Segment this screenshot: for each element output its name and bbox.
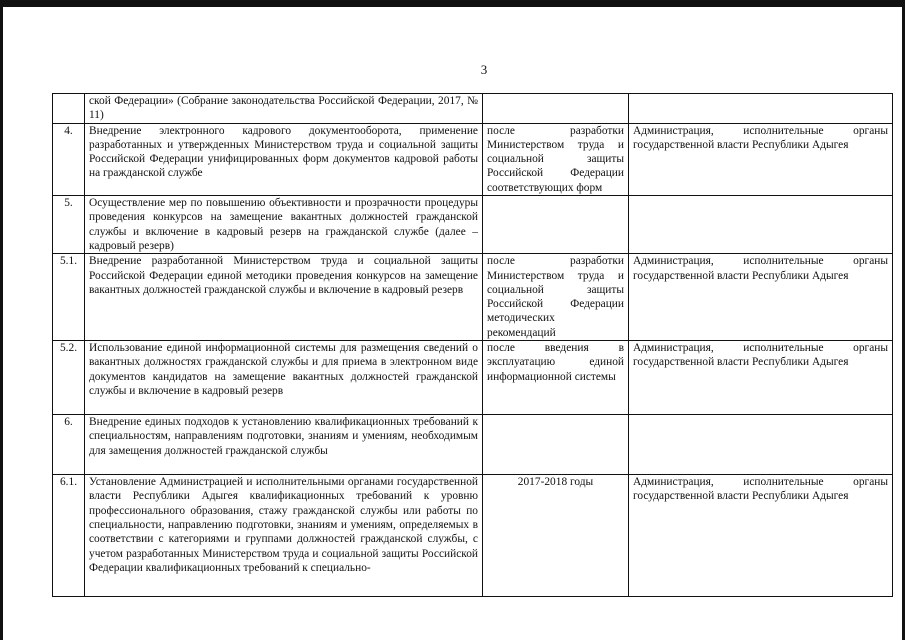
row-measure-text: Осуществление мер по повышению объективности и прозрачности процедуры проведения конкурсов на замещение вакантных должностей гражданской службы и включение в кадровый резерв на гражданской службе (далее – кадровый резерв) — [85, 196, 483, 254]
table-row — [53, 123, 893, 195]
row-number: 5.1. — [53, 254, 85, 341]
action-plan-table — [52, 93, 893, 597]
row-term — [483, 415, 629, 475]
row-number: 5. — [53, 196, 85, 254]
row-responsible: Администрация, исполнительные органы государственной власти Республики Адыгея — [629, 341, 893, 415]
table-row — [53, 475, 893, 597]
row-responsible: Администрация, исполнительные органы государственной власти Республики Адыгея — [629, 254, 893, 341]
scan-edge-top — [0, 0, 905, 7]
table-row — [53, 415, 893, 475]
row-responsible — [629, 415, 893, 475]
row-term: после введения в эксплуатацию единой информационной системы — [483, 341, 629, 415]
row-term: после разработки Министерством труда и социальной защиты Российской Федерации соответствующих форм — [483, 123, 629, 195]
row-number — [53, 94, 85, 124]
row-number: 5.2. — [53, 341, 85, 415]
row-measure-text: Внедрение единых подходов к установлению квалификационных требований к специальностям, направлениям подготовки, знаниям и умениям, необходимым для замещения должностей гражданской службы — [85, 415, 483, 475]
row-term — [483, 94, 629, 124]
row-measure-text: Внедрение электронного кадрового документооборота, применение разработанных и утвержденных Министерством труда и социальной защиты Российской Федерации унифицированных форм документов кадровой работы на гражданской службе — [85, 123, 483, 195]
row-responsible — [629, 94, 893, 124]
table-row — [53, 94, 893, 124]
row-responsible: Администрация, исполнительные органы государственной власти Республики Адыгея — [629, 475, 893, 597]
row-number: 6. — [53, 415, 85, 475]
row-term: после разработки Министерством труда и социальной защиты Российской Федерации методических рекомендаций — [483, 254, 629, 341]
row-responsible — [629, 196, 893, 254]
row-term — [483, 196, 629, 254]
table-row — [53, 196, 893, 254]
row-responsible: Администрация, исполнительные органы государственной власти Республики Адыгея — [629, 123, 893, 195]
scan-edge-left — [0, 0, 3, 640]
table-row — [53, 254, 893, 341]
row-number: 4. — [53, 123, 85, 195]
row-number: 6.1. — [53, 475, 85, 597]
row-measure-text: Внедрение разработанной Министерством труда и социальной защиты Российской Федерации единой методики проведения конкурсов на замещение вакантных должностей гражданской службы и включение в кадровый резерв — [85, 254, 483, 341]
row-term: 2017-2018 годы — [483, 475, 629, 597]
page-number: 3 — [480, 62, 488, 77]
row-measure-text: Использование единой информационной системы для размещения сведений о вакантных должностях гражданской службы и для приема в электронном виде документов кандидатов на замещение вакантных должностей гражданской службы и включение в кадровый резерв — [85, 341, 483, 415]
row-measure-text: Установление Администрацией и исполнительными органами государственной власти Республики Адыгея квалификационных требований к уровню профессионального образования, стажу гражданской службы или работы по специальности, направлению подготовки, знаниям и умениям, определяемых в соответствии с категориями и группами должностей гражданской службы, с учетом разработанных Министерством труда и социальной защиты Российской Федерации квалификационных требований к специально- — [85, 475, 483, 597]
row-measure-text: ской Федерации» (Собрание законодательства Российской Федерации, 2017, № 11) — [85, 94, 483, 124]
table-row — [53, 341, 893, 415]
